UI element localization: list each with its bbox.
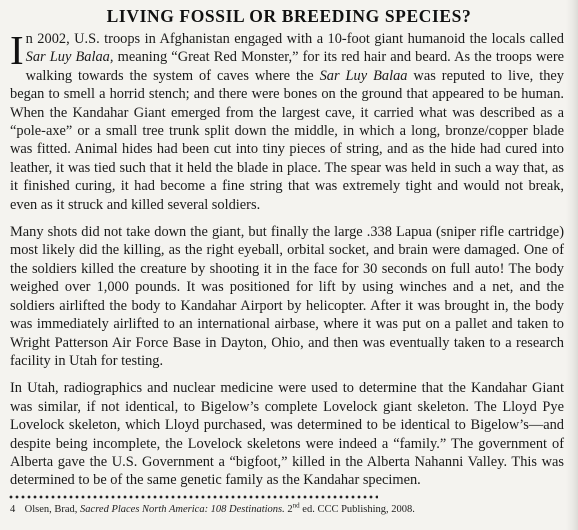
paragraph-2: Many shots did not take down the giant, but finally the large .338 Lapua (sniper rifle cartridge) most likely did the killing, as the right eyeball, orbital socket, and brain were damaged. One of the soldiers killed the creature by shooting it in the face for 30 seconds on full auto! The body weighed over 1,000 pounds. It was positioned for lift by using winches and a net, and the soldiers airlifted the body to Kandahar Airport by helicopter. After it was brought in, the body was immediately airlifted to an international airbase, where it was put on a pallet and taken to Wright Patterson Air Force Base in Dayton, Ohio, and then was eventually taken to a research facility in Utah for testing.: [10, 224, 564, 369]
paragraph-1-italic-name-a: Sar Luy Balaa,: [25, 49, 114, 66]
paragraph-1-text-a: n 2002, U.S. troops in Afghanistan engaged with a 10-foot giant humanoid the locals called: [25, 31, 564, 47]
page-edge: [566, 0, 578, 530]
footnote: [10, 503, 550, 516]
footnote-edition-number: 2: [284, 504, 293, 515]
footnote-edition-superscript: nd: [292, 501, 300, 510]
footnote-author: Olsen, Brad,: [24, 504, 81, 515]
drop-cap: I: [10, 27, 24, 73]
paragraph-1: [10, 27, 564, 214]
footnote-publisher: ed. CCC Publishing, 2008.: [299, 504, 415, 515]
section-title: LIVING FOSSIL OR BREEDING SPECIES?: [106, 6, 472, 26]
paragraph-1-text-b: meaning “Great Red Monster,” for its red hair and beard. As the troops were walking towards the system of caves where the: [25, 49, 564, 84]
footnote-book-title: Sacred Places North America: 108 Destinations.: [80, 504, 285, 515]
paragraph-1-text-c: was reputed to live, they began to smell a horrid stench; and there were bones on the ground that appeared to be human. When the Kandahar Giant emerged from the largest cave, it carried what was described as a “pole-axe” or a small tree trunk split down the middle, in which a long, bronze/copper blade was fitted. Animal hides had been cut into tiny pieces of string, and as the hide had cured into leather, it was tied such that it held the blade in place. The spear was held in such a way that, as it finished curing, it had become a fine string that was extremely tight and would not break, even as it struck and killed several soldiers.: [10, 67, 564, 213]
paragraph-1-italic-name-b: Sar Luy Balaa: [319, 67, 408, 84]
article-body: [10, 27, 564, 499]
footnote-number: 4: [10, 504, 16, 515]
footnote-divider: [8, 495, 378, 499]
paragraph-3: In Utah, radiographics and nuclear medicine were used to determine that the Kandahar Giant was similar, if not identical, to Bigelow’s complete Lovelock giant skeleton. The Lloyd Pye Lovelock skeleton, which Lloyd purchased, was determined to be identical to Bigelow’s—and despite being incomplete, the Lovelock skeletons were indeed a “family.” The government of Alberta gave the U.S. Government a “bigfoot,” killed in the Alberta Nahanni Valley. This was determined to be of the same genetic family as the Kandahar specimen.: [10, 380, 564, 489]
